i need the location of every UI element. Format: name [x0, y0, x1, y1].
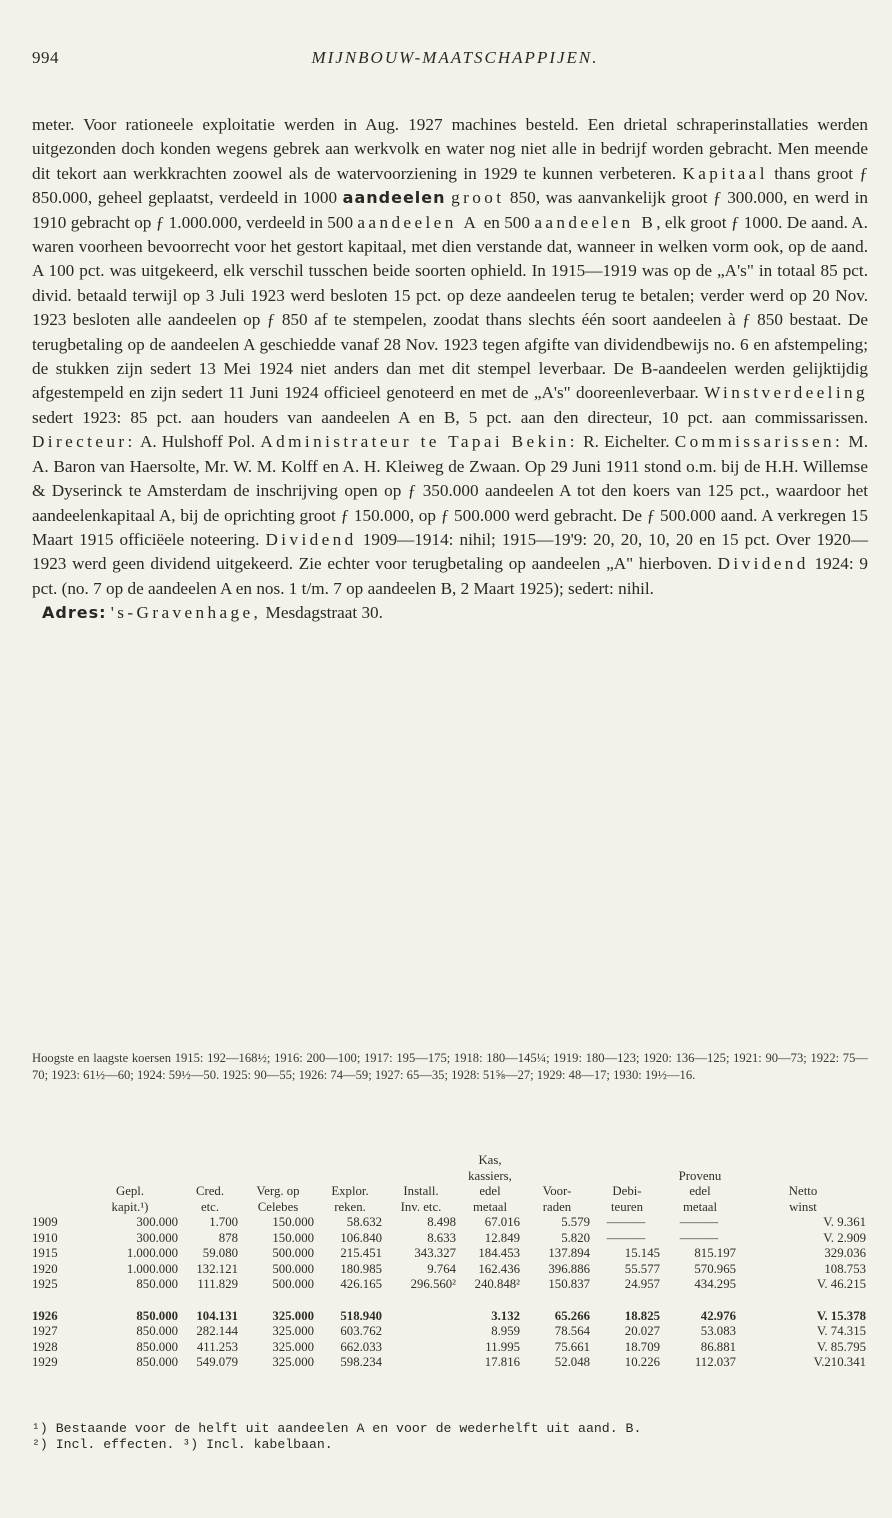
table-cell: 112.037: [694, 1355, 736, 1369]
address-line: [32, 601, 868, 625]
table-cell: 58.632: [346, 1215, 382, 1229]
table-cell: 42.976: [700, 1308, 736, 1323]
column-header: [240, 1169, 316, 1185]
table-cell: 396.886: [548, 1261, 590, 1276]
column-header: [180, 1153, 240, 1169]
table-cell: 1.700: [209, 1215, 238, 1229]
year-cell: 1920: [32, 1261, 58, 1276]
aandeelen-a-label: aandeelen A: [357, 212, 480, 232]
table-cell: 3.132: [491, 1308, 520, 1323]
table-cell: 132.121: [196, 1261, 238, 1276]
text-run: thans groot ƒ 850.000, geheel geplaatst, verdeeld in 1000: [32, 163, 868, 208]
text-run: R. Eichelter.: [577, 432, 675, 452]
table-cell: 24.957: [624, 1277, 660, 1291]
column-header: Debi-: [612, 1184, 642, 1198]
text-run: M. A. Baron van Haersolte, Mr. W. M. Kolff en A. H. Kleiweg de Zwaan. Op 29 Juni 1911 stond o.m. bij de H.H. Willemse & Dyserinck te Amsterdam de inschrijving open op ƒ 350.000 aandeelen A tot den koers van 125 pct., waardoor het aandeelenkapitaal A, bij de oprichting groot ƒ 150.000, op ƒ 500.000 werd gebracht. De ƒ 500.000 aand. A verkregen 15 Maart 1915 officiëele noteering.: [32, 432, 868, 549]
table-cell: V. 46.215: [816, 1277, 866, 1291]
table-cell: 18.709: [624, 1339, 660, 1354]
table-cell: 325.000: [272, 1339, 314, 1354]
directeur-label: Directeur:: [32, 432, 136, 452]
column-header: [180, 1169, 240, 1185]
column-header: Install.: [403, 1184, 439, 1198]
column-header: [522, 1153, 592, 1169]
winstverdeeling-label: Winstverdeeling: [704, 383, 868, 403]
table-cell: 850.000: [136, 1324, 178, 1338]
table-row: [32, 1309, 868, 1325]
table-cell: ———: [606, 1230, 646, 1245]
year-cell: 1926: [32, 1308, 58, 1323]
text-run: A. Hulshoff Pol.: [135, 432, 261, 452]
column-header: [240, 1153, 316, 1169]
table-cell: 108.753: [824, 1261, 866, 1276]
column-header: [80, 1153, 180, 1169]
column-header: Explor.: [331, 1184, 369, 1198]
footnote: ²) Incl. effecten. ³) Incl. kabelbaan.: [32, 1437, 333, 1452]
column-header: [384, 1169, 458, 1185]
table-cell: V.210.341: [813, 1355, 866, 1369]
column-header: Inv. etc.: [400, 1199, 442, 1214]
year-cell: 1927: [32, 1324, 58, 1338]
table-cell: V. 74.315: [816, 1324, 866, 1338]
text-run: 1909—1914: nihil; 1915—19'9: 20, 20, 10, 20 en 15 pct. Over 1920—1923 werd geen dividend uitgekeerd. Zie echter voor terugbetaling op aandeelen „A" hierboven.: [32, 529, 869, 574]
table-cell: 86.881: [700, 1339, 736, 1354]
year-cell: 1928: [32, 1339, 58, 1354]
year-cell: 1929: [32, 1355, 58, 1369]
text-run: 850, was aanvankelijk groot ƒ 300.000, en werd in 1910 gebracht op ƒ 1.000.000, verdeeld in 500: [32, 188, 868, 232]
column-header: kassiers,: [468, 1168, 512, 1183]
table-cell: 5.579: [561, 1215, 590, 1229]
groot-label: groot: [451, 188, 505, 208]
table-cell: 325.000: [272, 1355, 314, 1369]
column-header: Voor-: [542, 1184, 572, 1198]
commissarissen-label: Commissarissen:: [674, 432, 844, 452]
column-header: [592, 1169, 662, 1185]
table-cell: 15.145: [624, 1246, 660, 1260]
table-cell: 411.253: [196, 1339, 238, 1354]
page-number: 994: [32, 48, 59, 67]
quotes-text: Hoogste en laagste koersen 1915: 192—168½; 1916: 200—100; 1917: 195—175; 1918: 180—145¼; 1919: 180—123; 1920: 136—125; 1921: 90—73; 1922: 75—70; 1923: 61½—60; 1924: 59½—50. 1925: 90—55; 1926: 74—59; 1927: 65—35; 1928: 51⅝—27; 1929: 48—17; 1930: 19½—16.: [32, 1051, 868, 1082]
table-row: [32, 1231, 868, 1247]
column-header: [32, 1200, 80, 1216]
table-cell: 150.000: [272, 1230, 314, 1245]
running-title: MIJNBOUW-MAATSCHAPPIJEN.: [311, 48, 599, 67]
table-cell: 137.894: [548, 1246, 590, 1260]
column-header: kapit.¹): [111, 1199, 149, 1214]
column-header: [32, 1153, 80, 1169]
footnote: ¹) Bestaande voor de helft uit aandeelen A en voor de wederhelft uit aand. B.: [32, 1421, 642, 1436]
body-paragraph: [32, 113, 868, 601]
table-cell: 52.048: [554, 1355, 590, 1369]
company-description: [32, 113, 868, 626]
table-cell: 59.080: [202, 1246, 238, 1260]
column-header: [384, 1153, 458, 1169]
table-cell: [384, 1340, 458, 1356]
table-cell: 325.000: [272, 1308, 314, 1323]
table-cell: 111.829: [197, 1277, 238, 1291]
column-header: reken.: [334, 1199, 366, 1214]
text-run: , elk groot ƒ 1000. De aand. A. waren voorheen bevoorrecht voor het gestort kapitaal, met dien verstande dat, wanneer in welken vorm ook, op de aand. A 100 pct. was uitgekeerd, elk verschil tusschen beide soorten ophield. In 1915—1919 was op de „A's" in totaal 85 pct. divid. betaald terwijl op 3 Juli 1923 werd besloten 15 pct. op deze aandeelen terug te betalen; verder werd op 20 Nov. 1923 besloten alle aandeelen op ƒ 850 af te stempelen, zoodat thans slechts één soort aandeelen à ƒ 850 bestaat. De terugbetaling op de aandeelen A geschiedde vanaf 28 Nov. 1923 tegen afgifte van dividendbewijs no. 6 en afstempeling; de stukken zijn sedert 13 Mei 1924 niet anders dan met dit stempel leverbaar. De B-aandeelen werden gelijktijdig afgestempeld en zijn sedert 11 Juni 1924 officieel genoteerd en met de „A's" dooreenleverbaar.: [32, 212, 868, 403]
table-row: [32, 1262, 868, 1278]
table-cell: ———: [606, 1215, 646, 1229]
text-run: 1924: 9 pct. (no. 7 op de aandeelen A en nos. 1 t/m. 7 op aandeelen B, 2 Maart 1925); sedert: nihil.: [32, 554, 868, 598]
table-cell: 180.985: [340, 1261, 382, 1276]
city: 's-Gravenhage,: [110, 603, 262, 623]
footnotes: [32, 1421, 868, 1453]
column-header: teuren: [611, 1199, 643, 1214]
table-cell: 53.083: [700, 1324, 736, 1338]
table-cell: 426.165: [340, 1277, 382, 1291]
table-cell: 518.940: [340, 1308, 382, 1323]
column-header: [316, 1153, 384, 1169]
year-cell: 1909: [32, 1215, 58, 1229]
table-row: [32, 1277, 868, 1293]
table-cell: [384, 1324, 458, 1340]
financial-table: [32, 1153, 868, 1371]
table-cell: [384, 1355, 458, 1371]
table-cell: 434.295: [694, 1277, 736, 1291]
column-header: edel: [689, 1184, 711, 1198]
column-header: [80, 1169, 180, 1185]
table-cell: 1.000.000: [126, 1246, 178, 1260]
table-cell: ———: [679, 1215, 719, 1229]
table-cell: 603.762: [340, 1324, 382, 1338]
text-run: en 500: [479, 212, 535, 232]
table-cell: 8.498: [427, 1215, 456, 1229]
dividend-label: Dividend: [717, 554, 809, 574]
table-cell: 150.837: [548, 1277, 590, 1291]
table-cell: V. 2.909: [823, 1230, 866, 1245]
column-header: Cred.: [195, 1184, 225, 1198]
column-header: [738, 1153, 868, 1169]
year-cell: 1910: [32, 1230, 58, 1245]
table-cell: 662.033: [340, 1339, 382, 1354]
table-row: [32, 1215, 868, 1231]
column-header: etc.: [200, 1199, 220, 1214]
column-header: [522, 1169, 592, 1185]
table-cell: 296.560²: [410, 1277, 456, 1291]
table-cell: [384, 1309, 458, 1325]
table-cell: 850.000: [136, 1355, 178, 1369]
table-cell: 850.000: [136, 1277, 178, 1291]
table-cell: 8.633: [427, 1230, 456, 1245]
table-cell: 9.764: [427, 1261, 456, 1276]
table-row: [32, 1355, 868, 1371]
dividend-label: Dividend: [265, 529, 357, 549]
table-cell: 850.000: [136, 1339, 178, 1354]
table-cell: 300.000: [136, 1230, 178, 1245]
price-quotes: [32, 1050, 868, 1084]
column-header: metaal: [682, 1199, 718, 1214]
table-cell: 106.840: [340, 1230, 382, 1245]
year-cell: 1925: [32, 1277, 58, 1291]
table-cell: 598.234: [340, 1355, 382, 1369]
column-header: raden: [542, 1199, 572, 1214]
column-header: edel: [479, 1184, 501, 1198]
table-cell: 184.453: [478, 1246, 520, 1260]
column-header: [316, 1169, 384, 1185]
table-cell: 162.436: [478, 1261, 520, 1276]
kapitaal-label: Kapitaal: [682, 163, 768, 183]
column-header: [592, 1153, 662, 1169]
table-cell: ———: [679, 1230, 719, 1245]
table-cell: 500.000: [272, 1261, 314, 1276]
table-cell: 10.226: [624, 1355, 660, 1369]
text-run: meter. Voor rationeele exploitatie werden in Aug. 1927 machines besteld. Een drietal schraperinstallaties werden uitgezonden doch konden wegens gebrek aan werkvolk en water nog niet alle in bedrijf worden gebracht. Men meende dit tekort aan werkkrachten zoowel als de watervoorziening in 1929 te kunnen verbeteren.: [32, 115, 868, 183]
table-cell: 18.825: [624, 1308, 660, 1323]
table-cell: 570.965: [694, 1261, 736, 1276]
column-header: Provenu: [678, 1168, 722, 1183]
page-header: [32, 48, 868, 78]
table-cell: V. 9.361: [823, 1215, 866, 1229]
table-cell: 78.564: [554, 1324, 590, 1338]
table-cell: 67.016: [484, 1215, 520, 1229]
table-cell: 75.661: [554, 1339, 590, 1354]
column-header: Verg. op: [256, 1184, 300, 1198]
year-cell: 1915: [32, 1246, 58, 1260]
table-cell: 815.197: [694, 1246, 736, 1260]
column-header: [662, 1153, 738, 1169]
table-cell: 300.000: [136, 1215, 178, 1229]
table-cell: 11.995: [485, 1339, 520, 1354]
header-row: [32, 1200, 868, 1216]
table-cell: 329.036: [824, 1246, 866, 1260]
aandeelen-label: aandeelen: [342, 188, 446, 208]
table-body: [32, 1215, 868, 1371]
header-row: [32, 1184, 868, 1200]
table-cell: 215.451: [340, 1246, 382, 1260]
column-header: Netto: [788, 1184, 818, 1198]
adres-label: Adres:: [42, 603, 107, 623]
header-row: [32, 1169, 868, 1185]
table-cell: 20.027: [624, 1324, 660, 1338]
separator-cell: [32, 1293, 868, 1309]
table-cell: 1.000.000: [126, 1261, 178, 1276]
table-row: [32, 1246, 868, 1262]
table-cell: 65.266: [554, 1308, 590, 1323]
table-cell: 500.000: [272, 1246, 314, 1260]
table-cell: 12.849: [484, 1230, 520, 1245]
table-cell: V. 15.378: [816, 1308, 866, 1323]
table-cell: 55.577: [624, 1261, 660, 1276]
column-header: winst: [789, 1199, 817, 1214]
column-header: [32, 1184, 80, 1200]
aandeelen-b-label: aandeelen B: [534, 212, 657, 232]
table-row: [32, 1324, 868, 1340]
column-header: Gepl.: [115, 1184, 145, 1198]
table-cell: 5.820: [561, 1230, 590, 1245]
table-cell: 850.000: [136, 1308, 178, 1323]
table-row: [32, 1340, 868, 1356]
row-separator: [32, 1293, 868, 1309]
table-cell: 240.848²: [474, 1277, 520, 1291]
header-row: [32, 1153, 868, 1169]
table-cell: 325.000: [272, 1324, 314, 1338]
column-header: [738, 1169, 868, 1185]
table-cell: 150.000: [272, 1215, 314, 1229]
text-run: sedert 1923: 85 pct. aan houders van aandeelen A en B, 5 pct. aan den directeur, 10 pct. aan commissarissen.: [32, 407, 868, 427]
column-header: metaal: [472, 1199, 508, 1214]
administrateur-label: Administrateur te Tapai Bekin:: [260, 432, 578, 452]
table-cell: 17.816: [484, 1355, 520, 1369]
table-cell: 343.327: [414, 1246, 456, 1260]
table-cell: 104.131: [196, 1308, 238, 1323]
column-header: Celebes: [257, 1199, 299, 1214]
text-run: Mesdagstraat 30.: [261, 603, 383, 623]
table-cell: 878: [218, 1230, 238, 1245]
column-header: Kas,: [478, 1153, 502, 1167]
column-header: [32, 1169, 80, 1185]
table-cell: 8.959: [491, 1324, 520, 1338]
table-cell: 549.079: [196, 1355, 238, 1369]
table-cell: 500.000: [272, 1277, 314, 1291]
table-cell: V. 85.795: [816, 1339, 866, 1354]
table-header: [32, 1153, 868, 1215]
table-cell: 282.144: [196, 1324, 238, 1338]
